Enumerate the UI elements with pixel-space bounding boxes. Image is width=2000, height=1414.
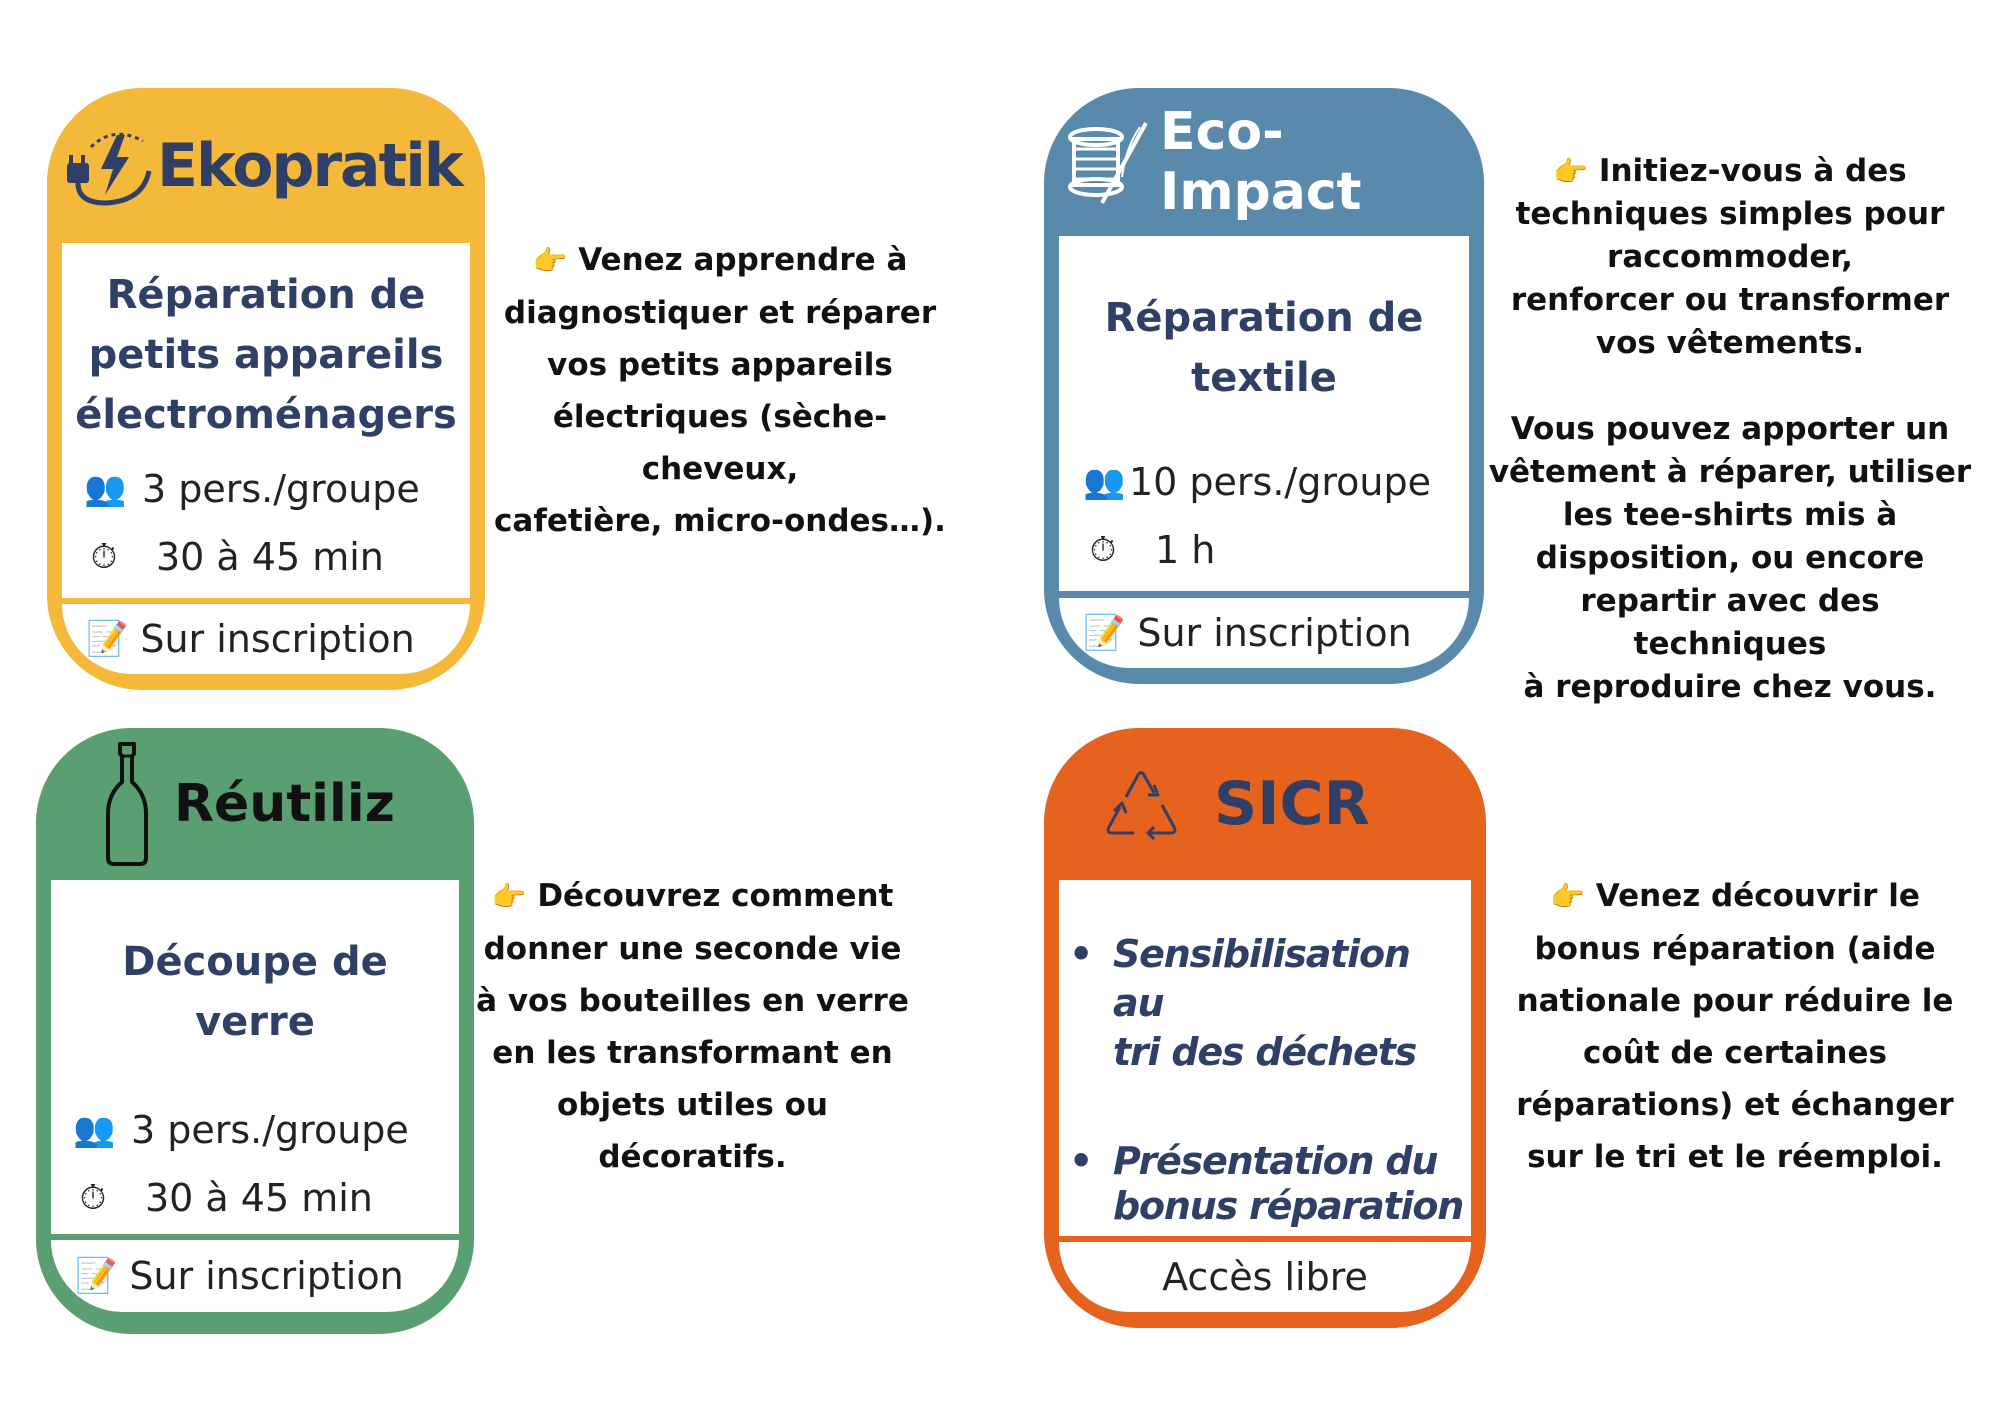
reutiliz-duration-row	[73, 1168, 459, 1228]
ekopratik-desc-line: diagnostiquer et réparer	[503, 295, 937, 331]
sicr-desc-line: bonus réparation (aide	[1534, 931, 1936, 967]
reutiliz-desc-line: 👉 Découvrez comment	[491, 878, 894, 914]
reutiliz-title	[51, 932, 459, 1052]
ekopratik-duration: 30 à 45 min	[156, 535, 384, 579]
sicr-bullet-line: Sensibilisation au	[1113, 932, 1410, 1025]
ecoimpact-desc-line: vêtement à réparer, utiliser	[1488, 454, 1972, 490]
group-icon: 👥	[1083, 462, 1126, 502]
ecoimpact-desc-line: 👉 Initiez-vous à des	[1553, 153, 1907, 189]
ekopratik-group: 3 pers./groupe	[142, 467, 420, 511]
sicr-bullet-line: tri des déchets	[1113, 1030, 1417, 1074]
ecoimpact-desc-line: les tee-shirts mis à	[1562, 497, 1898, 533]
ekopratik-card	[47, 88, 485, 690]
stopwatch-icon: ⏱	[1089, 530, 1117, 570]
sicr-body	[1059, 880, 1471, 1236]
bottle-icon	[102, 740, 152, 868]
ecoimpact-desc-line: Vous pouvez apporter un	[1510, 411, 1950, 447]
ecoimpact-desc-line: vos vêtements.	[1595, 325, 1865, 361]
sicr-description	[1505, 870, 1965, 1183]
reutiliz-desc-line: donner une seconde vie	[483, 931, 902, 967]
thread-spool-needle-icon	[1066, 117, 1150, 207]
ecoimpact-desc-line: techniques simples pour	[1515, 196, 1945, 232]
bullet-dot-icon: •	[1069, 1139, 1093, 1183]
sicr-footer	[1059, 1242, 1471, 1312]
ekopratik-desc-line: 👉 Venez apprendre à	[532, 242, 908, 278]
reutiliz-desc-line: à vos bouteilles en verre	[476, 983, 909, 1019]
sicr-bullet-item	[1069, 1137, 1471, 1231]
pointing-hand-icon: 👉	[1553, 155, 1589, 188]
ecoimpact-access: Sur inscription	[1137, 611, 1412, 655]
memo-icon: 📝	[1083, 613, 1126, 653]
ekopratik-description	[480, 234, 960, 547]
ecoimpact-brand: Eco-Impact	[1160, 102, 1362, 222]
reutiliz-group: 3 pers./groupe	[131, 1108, 409, 1152]
sicr-bullet-line: Présentation du	[1113, 1139, 1438, 1183]
ekopratik-access: Sur inscription	[140, 617, 415, 661]
pointing-hand-icon: 👉	[1550, 880, 1585, 913]
group-icon: 👥	[84, 469, 127, 509]
ecoimpact-duration-row	[1083, 520, 1469, 580]
ekopratik-title	[62, 265, 470, 445]
ekopratik-group-row	[84, 459, 470, 519]
ecoimpact-desc-line: raccommoder,	[1607, 239, 1853, 275]
stopwatch-icon: ⏱	[79, 1178, 107, 1218]
ekopratik-title-line: Réparation de	[106, 272, 426, 318]
sicr-bullet-line: bonus réparation	[1113, 1184, 1464, 1228]
ecoimpact-desc-line: à reproduire chez vous.	[1523, 669, 1937, 705]
ekopratik-desc-line: vos petits appareils	[547, 347, 893, 383]
ecoimpact-title-line: textile	[1191, 355, 1337, 401]
ecoimpact-body	[1059, 236, 1469, 591]
ekopratik-body	[62, 243, 470, 598]
reutiliz-desc-line: objets utiles ou	[557, 1087, 828, 1123]
ekopratik-duration-row	[84, 527, 470, 587]
bullet-dot-icon: •	[1069, 932, 1093, 976]
sicr-bullet-item	[1069, 930, 1471, 1077]
reutiliz-header	[36, 728, 474, 880]
ecoimpact-footer	[1059, 598, 1469, 668]
ecoimpact-title	[1059, 288, 1469, 408]
reutiliz-title-line: verre	[195, 999, 315, 1045]
ekopratik-desc-line: cafetière, micro-ondes…).	[494, 503, 946, 539]
pointing-hand-icon: 👉	[532, 244, 568, 277]
sicr-brand: SICR	[1214, 769, 1370, 839]
memo-icon: 📝	[86, 619, 129, 659]
reutiliz-description	[470, 870, 915, 1183]
recycle-icon	[1096, 759, 1186, 849]
sicr-desc-line: 👉 Venez découvrir le	[1550, 878, 1920, 914]
ekopratik-footer	[62, 604, 470, 674]
ecoimpact-group-row	[1083, 452, 1469, 512]
group-icon: 👥	[73, 1110, 116, 1150]
ecoimpact-group: 10 pers./groupe	[1129, 460, 1431, 504]
ecoimpact-duration: 1 h	[1155, 528, 1216, 572]
sicr-desc-line: nationale pour réduire le	[1516, 983, 1954, 1019]
reutiliz-access: Sur inscription	[129, 1254, 404, 1298]
ekopratik-brand: Ekopratik	[157, 130, 462, 201]
reutiliz-desc-line: décoratifs.	[598, 1139, 787, 1175]
reutiliz-footer	[51, 1240, 459, 1312]
reutiliz-desc-line: en les transformant en	[492, 1035, 893, 1071]
sicr-card	[1044, 728, 1486, 1328]
reutiliz-duration: 30 à 45 min	[145, 1176, 373, 1220]
ekopratik-title-line: électroménagers	[75, 392, 457, 438]
sicr-bullet-list	[1059, 930, 1471, 1231]
sicr-desc-line: sur le tri et le réemploi.	[1527, 1139, 1943, 1175]
ecoimpact-header	[1044, 88, 1484, 236]
plug-lightning-icon	[61, 121, 157, 211]
reutiliz-group-row	[73, 1100, 459, 1160]
ecoimpact-desc-line: renforcer ou transformer	[1510, 282, 1950, 318]
ecoimpact-description	[1480, 150, 1980, 709]
sicr-desc-line: réparations) et échanger	[1516, 1087, 1954, 1123]
pointing-hand-icon: 👉	[491, 880, 527, 913]
reutiliz-title-line: Découpe de	[122, 939, 388, 985]
ekopratik-title-line: petits appareils	[88, 332, 444, 378]
ekopratik-desc-line: électriques (sèche-cheveux,	[552, 399, 888, 487]
ecoimpact-card	[1044, 88, 1484, 684]
ecoimpact-desc-line: disposition, ou encore	[1535, 540, 1925, 576]
sicr-access: Accès libre	[1162, 1255, 1368, 1299]
ecoimpact-desc-spacer	[1480, 365, 1980, 408]
memo-icon: 📝	[75, 1256, 118, 1296]
ecoimpact-title-line: Réparation de	[1104, 295, 1424, 341]
sicr-header	[1044, 728, 1486, 880]
ekopratik-header	[47, 88, 485, 243]
reutiliz-brand: Réutiliz	[174, 774, 395, 834]
reutiliz-card	[36, 728, 474, 1334]
ecoimpact-desc-line: repartir avec des techniques	[1580, 583, 1880, 662]
stopwatch-icon: ⏱	[90, 537, 118, 577]
sicr-desc-line: coût de certaines	[1583, 1035, 1887, 1071]
reutiliz-body	[51, 880, 459, 1234]
